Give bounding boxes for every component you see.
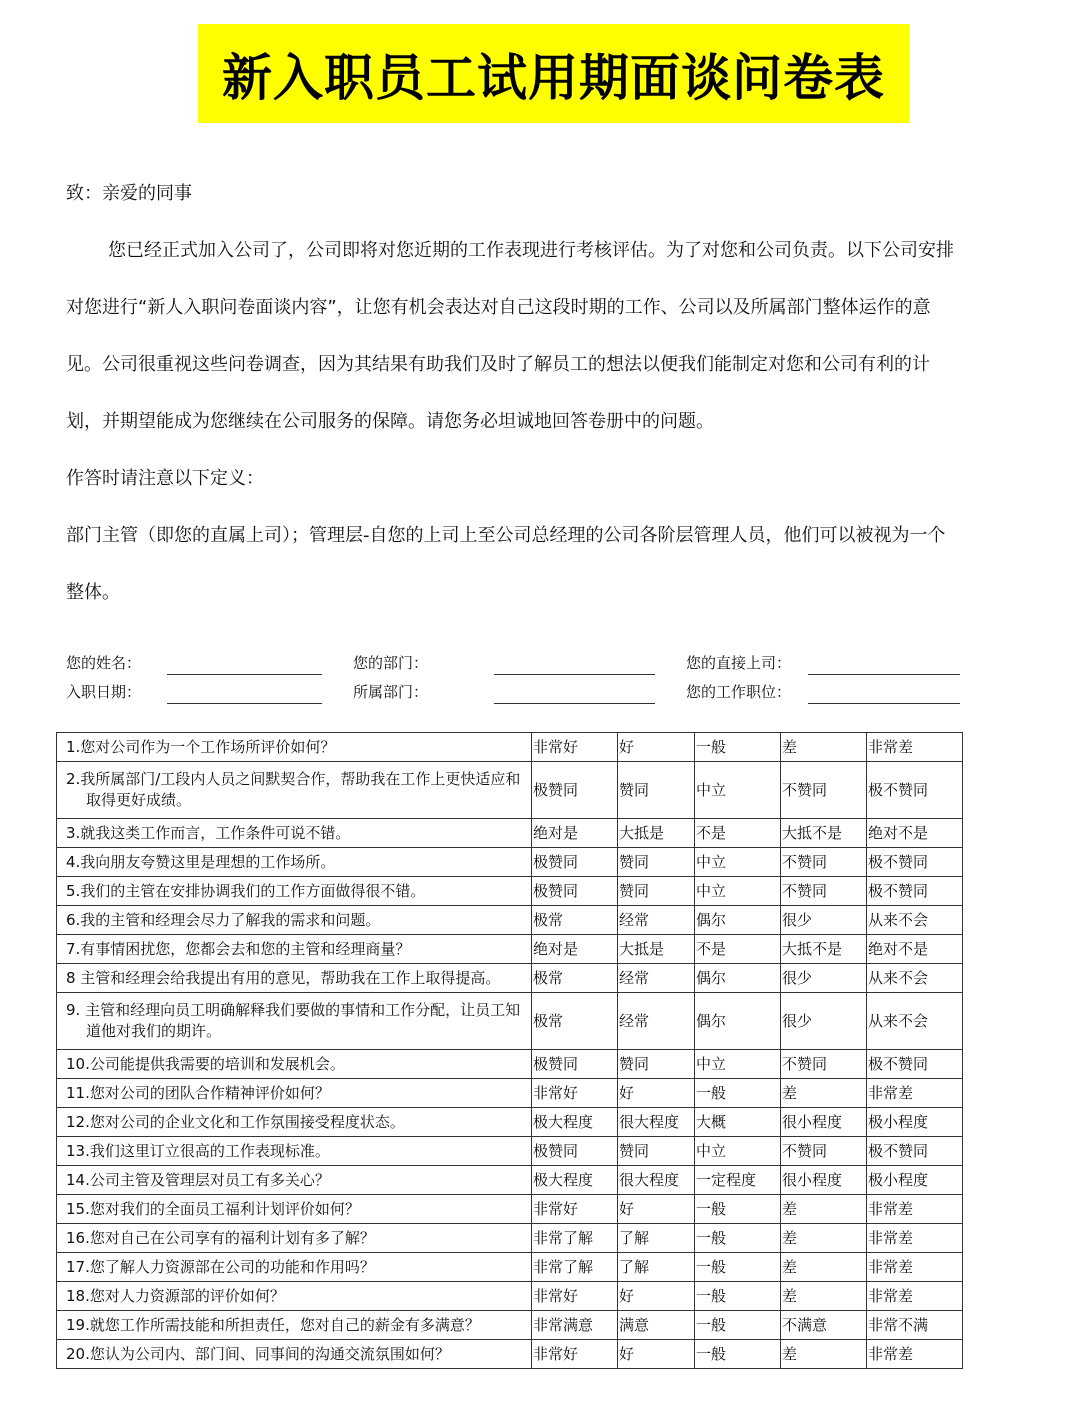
option-cell[interactable]: 一般 bbox=[695, 1224, 781, 1253]
question-text: 8 主管和经理会给我提出有用的意见，帮助我在工作上取得提高。 bbox=[57, 964, 532, 993]
option-cell[interactable]: 极大程度 bbox=[532, 1108, 618, 1137]
option-cell[interactable]: 极不赞同 bbox=[867, 848, 963, 877]
option-cell[interactable]: 差 bbox=[781, 1340, 867, 1369]
field-row-2 bbox=[66, 677, 966, 706]
option-cell[interactable]: 经常 bbox=[618, 964, 695, 993]
option-cell[interactable]: 差 bbox=[781, 1195, 867, 1224]
option-cell[interactable]: 极赞同 bbox=[532, 1137, 618, 1166]
option-cell[interactable]: 赞同 bbox=[618, 848, 695, 877]
join-date-label: 入职日期： bbox=[66, 683, 142, 701]
option-cell[interactable]: 一定程度 bbox=[695, 1166, 781, 1195]
option-cell[interactable]: 非常了解 bbox=[532, 1253, 618, 1282]
option-cell[interactable]: 偶尔 bbox=[695, 964, 781, 993]
question-row bbox=[57, 733, 963, 762]
option-cell[interactable]: 经常 bbox=[618, 906, 695, 935]
question-row bbox=[57, 1050, 963, 1079]
option-cell[interactable]: 一般 bbox=[695, 733, 781, 762]
option-cell[interactable]: 非常差 bbox=[867, 1253, 963, 1282]
option-cell[interactable]: 非常了解 bbox=[532, 1224, 618, 1253]
question-row bbox=[57, 1195, 963, 1224]
question-text: 19.就您工作所需技能和所担责任，您对自己的薪金有多满意？ bbox=[57, 1311, 532, 1340]
option-cell[interactable]: 差 bbox=[781, 1224, 867, 1253]
option-cell[interactable]: 差 bbox=[781, 1282, 867, 1311]
position-label: 您的工作职位： bbox=[686, 683, 792, 701]
position-field[interactable] bbox=[808, 703, 960, 704]
option-cell[interactable]: 差 bbox=[781, 733, 867, 762]
option-cell[interactable]: 从来不会 bbox=[867, 993, 963, 1050]
option-cell[interactable]: 极赞同 bbox=[532, 1050, 618, 1079]
question-row bbox=[57, 1137, 963, 1166]
option-cell[interactable]: 很少 bbox=[781, 993, 867, 1050]
option-cell[interactable]: 不赞同 bbox=[781, 1137, 867, 1166]
option-cell[interactable]: 很小程度 bbox=[781, 1108, 867, 1137]
questionnaire-table bbox=[56, 732, 963, 1369]
option-cell[interactable]: 一般 bbox=[695, 1079, 781, 1108]
option-cell[interactable]: 极不赞同 bbox=[867, 1137, 963, 1166]
question-text bbox=[57, 762, 532, 819]
field-row-1 bbox=[66, 648, 966, 677]
name-field[interactable] bbox=[167, 674, 322, 675]
greeting: 致：亲爱的同事 bbox=[66, 183, 192, 204]
option-cell[interactable]: 好 bbox=[618, 1079, 695, 1108]
option-cell[interactable]: 差 bbox=[781, 1253, 867, 1282]
option-cell[interactable]: 非常好 bbox=[532, 1340, 618, 1369]
question-text: 1.您对公司作为一个工作场所评价如何？ bbox=[57, 733, 532, 762]
option-cell[interactable]: 极赞同 bbox=[532, 762, 618, 819]
question-text: 3.就我这类工作而言，工作条件可说不错。 bbox=[57, 819, 532, 848]
option-cell[interactable]: 赞同 bbox=[618, 1050, 695, 1079]
option-cell[interactable]: 差 bbox=[781, 1079, 867, 1108]
title-banner bbox=[198, 24, 909, 123]
option-cell[interactable]: 极不赞同 bbox=[867, 1050, 963, 1079]
option-cell[interactable]: 不赞同 bbox=[781, 877, 867, 906]
question-row bbox=[57, 993, 963, 1050]
question-text-wrapped: 2.我所属部门/工段内人员之间默契合作，帮助我在工作上更快适应和取得更好成绩。 bbox=[66, 770, 521, 809]
option-cell[interactable]: 中立 bbox=[695, 848, 781, 877]
dept-label: 您的部门： bbox=[353, 654, 429, 672]
option-cell[interactable]: 非常差 bbox=[867, 1079, 963, 1108]
option-cell[interactable]: 极小程度 bbox=[867, 1166, 963, 1195]
option-cell[interactable]: 不是 bbox=[695, 935, 781, 964]
question-row bbox=[57, 1311, 963, 1340]
question-row bbox=[57, 1079, 963, 1108]
belong-dept-field[interactable] bbox=[494, 703, 655, 704]
question-row bbox=[57, 1253, 963, 1282]
question-row bbox=[57, 1108, 963, 1137]
question-row bbox=[57, 964, 963, 993]
supervisor-label: 您的直接上司： bbox=[686, 654, 792, 672]
option-cell[interactable]: 中立 bbox=[695, 1050, 781, 1079]
option-cell[interactable]: 绝对不是 bbox=[867, 935, 963, 964]
option-cell[interactable]: 经常 bbox=[618, 993, 695, 1050]
option-cell[interactable]: 极常 bbox=[532, 993, 618, 1050]
option-cell[interactable]: 一般 bbox=[695, 1282, 781, 1311]
question-text: 12.您对公司的企业文化和工作氛围接受程度状态。 bbox=[57, 1108, 532, 1137]
option-cell[interactable]: 不是 bbox=[695, 819, 781, 848]
option-cell[interactable]: 一般 bbox=[695, 1253, 781, 1282]
join-date-field[interactable] bbox=[167, 703, 322, 704]
option-cell[interactable]: 非常差 bbox=[867, 1195, 963, 1224]
question-row bbox=[57, 848, 963, 877]
option-cell[interactable]: 大抵是 bbox=[618, 935, 695, 964]
option-cell[interactable]: 偶尔 bbox=[695, 906, 781, 935]
option-cell[interactable]: 不赞同 bbox=[781, 762, 867, 819]
question-text: 11.您对公司的团队合作精神评价如何？ bbox=[57, 1079, 532, 1108]
intro-section bbox=[66, 165, 956, 621]
option-cell[interactable]: 了解 bbox=[618, 1224, 695, 1253]
supervisor-field[interactable] bbox=[808, 674, 960, 675]
option-cell[interactable]: 偶尔 bbox=[695, 993, 781, 1050]
option-cell[interactable]: 不赞同 bbox=[781, 848, 867, 877]
info-fields bbox=[66, 648, 966, 706]
option-cell[interactable]: 极赞同 bbox=[532, 848, 618, 877]
option-cell[interactable]: 好 bbox=[618, 733, 695, 762]
option-cell[interactable]: 赞同 bbox=[618, 762, 695, 819]
belong-dept-label: 所属部门： bbox=[353, 683, 429, 701]
option-cell[interactable]: 非常好 bbox=[532, 733, 618, 762]
option-cell[interactable]: 从来不会 bbox=[867, 964, 963, 993]
question-text: 18.您对人力资源部的评价如何？ bbox=[57, 1282, 532, 1311]
question-text: 6.我的主管和经理会尽力了解我的需求和问题。 bbox=[57, 906, 532, 935]
question-row bbox=[57, 877, 963, 906]
note-heading: 作答时请注意以下定义： bbox=[66, 468, 264, 489]
option-cell[interactable]: 赞同 bbox=[618, 1137, 695, 1166]
question-text: 16.您对自己在公司享有的福利计划有多了解？ bbox=[57, 1224, 532, 1253]
question-text: 13.我们这里订立很高的工作表现标准。 bbox=[57, 1137, 532, 1166]
question-row bbox=[57, 762, 963, 819]
question-row bbox=[57, 906, 963, 935]
option-cell[interactable]: 不满意 bbox=[781, 1311, 867, 1340]
question-row bbox=[57, 1224, 963, 1253]
option-cell[interactable]: 很大程度 bbox=[618, 1108, 695, 1137]
option-cell[interactable]: 极常 bbox=[532, 964, 618, 993]
option-cell[interactable]: 非常差 bbox=[867, 1224, 963, 1253]
dept-field[interactable] bbox=[494, 674, 655, 675]
option-cell[interactable]: 了解 bbox=[618, 1253, 695, 1282]
option-cell[interactable]: 极小程度 bbox=[867, 1108, 963, 1137]
option-cell[interactable]: 好 bbox=[618, 1195, 695, 1224]
option-cell[interactable]: 好 bbox=[618, 1340, 695, 1369]
option-cell[interactable]: 极赞同 bbox=[532, 877, 618, 906]
option-cell[interactable]: 非常满意 bbox=[532, 1311, 618, 1340]
option-cell[interactable]: 大抵不是 bbox=[781, 819, 867, 848]
option-cell[interactable]: 大抵不是 bbox=[781, 935, 867, 964]
option-cell[interactable]: 很少 bbox=[781, 906, 867, 935]
question-text: 7.有事情困扰您，您都会去和您的主管和经理商量？ bbox=[57, 935, 532, 964]
option-cell[interactable]: 一般 bbox=[695, 1195, 781, 1224]
question-text: 17.您了解人力资源部在公司的功能和作用吗？ bbox=[57, 1253, 532, 1282]
option-cell[interactable]: 中立 bbox=[695, 762, 781, 819]
question-row bbox=[57, 1282, 963, 1311]
option-cell[interactable]: 中立 bbox=[695, 1137, 781, 1166]
question-text: 15.您对我们的全面员工福利计划评价如何？ bbox=[57, 1195, 532, 1224]
question-text: 4.我向朋友夸赞这里是理想的工作场所。 bbox=[57, 848, 532, 877]
option-cell[interactable]: 赞同 bbox=[618, 877, 695, 906]
option-cell[interactable]: 极不赞同 bbox=[867, 762, 963, 819]
question-text-wrapped: 9. 主管和经理向员工明确解释我们要做的事情和工作分配，让员工知道他对我们的期许。 bbox=[66, 1001, 521, 1040]
option-cell[interactable]: 非常差 bbox=[867, 1340, 963, 1369]
question-text: 10.公司能提供我需要的培训和发展机会。 bbox=[57, 1050, 532, 1079]
option-cell[interactable]: 好 bbox=[618, 1282, 695, 1311]
page-title: 新入职员工试用期面谈问卷表 bbox=[222, 48, 885, 107]
question-row bbox=[57, 1340, 963, 1369]
option-cell[interactable]: 绝对不是 bbox=[867, 819, 963, 848]
option-cell[interactable]: 非常差 bbox=[867, 733, 963, 762]
option-cell[interactable]: 极不赞同 bbox=[867, 877, 963, 906]
option-cell[interactable]: 大抵是 bbox=[618, 819, 695, 848]
option-cell[interactable]: 一般 bbox=[695, 1340, 781, 1369]
question-row bbox=[57, 819, 963, 848]
question-text: 5.我们的主管在安排协调我们的工作方面做得很不错。 bbox=[57, 877, 532, 906]
option-cell[interactable]: 极常 bbox=[532, 906, 618, 935]
option-cell[interactable]: 从来不会 bbox=[867, 906, 963, 935]
option-cell[interactable]: 非常差 bbox=[867, 1282, 963, 1311]
definition-paragraph: 部门主管（即您的直属上司）；管理层-自您的上司上至公司总经理的公司各阶层管理人员，他们可以被视为一个整体。 bbox=[66, 525, 946, 603]
option-cell[interactable]: 很少 bbox=[781, 964, 867, 993]
intro-paragraph: 您已经正式加入公司了，公司即将对您近期的工作表现进行考核评估。为了对您和公司负责。以下公司安排对您进行“新人入职问卷面谈内容”，让您有机会表达对自己这段时期的工作、公司以及所属部门整体运作的意见。公司很重视这些问卷调查，因为其结果有助我们及时了解员工的想法以便我们能制定对您和公司有利的计划，并期望能成为您继续在公司服务的保障。请您务必坦诚地回答卷册中的问题。 bbox=[66, 240, 954, 432]
option-cell[interactable]: 绝对是 bbox=[532, 935, 618, 964]
question-text: 20.您认为公司内、部门间、同事间的沟通交流氛围如何？ bbox=[57, 1340, 532, 1369]
option-cell[interactable]: 满意 bbox=[618, 1311, 695, 1340]
option-cell[interactable]: 很小程度 bbox=[781, 1166, 867, 1195]
question-row bbox=[57, 1166, 963, 1195]
option-cell[interactable]: 大概 bbox=[695, 1108, 781, 1137]
question-row bbox=[57, 935, 963, 964]
option-cell[interactable]: 非常好 bbox=[532, 1079, 618, 1108]
option-cell[interactable]: 非常不满 bbox=[867, 1311, 963, 1340]
question-text: 14.公司主管及管理层对员工有多关心？ bbox=[57, 1166, 532, 1195]
option-cell[interactable]: 绝对是 bbox=[532, 819, 618, 848]
option-cell[interactable]: 中立 bbox=[695, 877, 781, 906]
option-cell[interactable]: 很大程度 bbox=[618, 1166, 695, 1195]
option-cell[interactable]: 非常好 bbox=[532, 1195, 618, 1224]
name-label: 您的姓名： bbox=[66, 654, 142, 672]
option-cell[interactable]: 不赞同 bbox=[781, 1050, 867, 1079]
option-cell[interactable]: 极大程度 bbox=[532, 1166, 618, 1195]
option-cell[interactable]: 非常好 bbox=[532, 1282, 618, 1311]
option-cell[interactable]: 一般 bbox=[695, 1311, 781, 1340]
question-text bbox=[57, 993, 532, 1050]
